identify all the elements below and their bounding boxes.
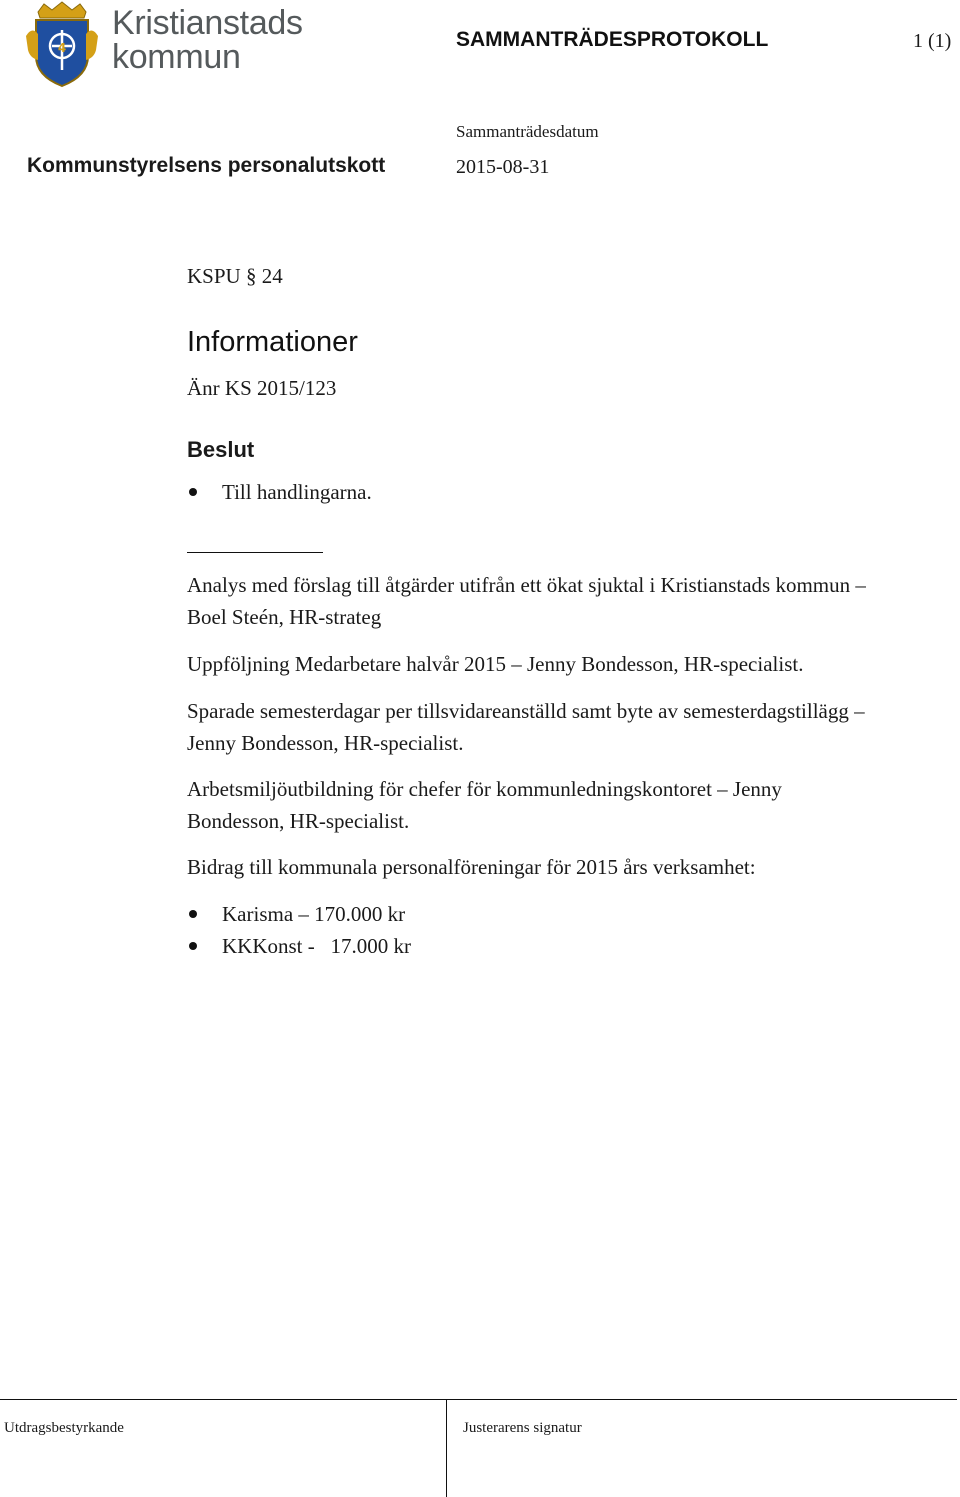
logo-wordmark-line1: Kristianstads [112, 4, 303, 42]
decision-heading: Beslut [187, 437, 255, 462]
info-paragraph: Uppföljning Medarbetare halvår 2015 – Jenny Bondesson, HR-specialist. [187, 652, 804, 676]
grant-list [187, 898, 411, 962]
certification-label: Utdragsbestyrkande [4, 1420, 124, 1436]
svg-text:4: 4 [57, 41, 67, 55]
separator-line [187, 552, 323, 553]
info-paragraph: Arbetsmiljöutbildning för chefer för kommunledningskontoret – Jenny Bondesson, HR-specialist. [187, 777, 782, 833]
page-title: Informationer [187, 326, 358, 358]
footer-line [0, 1399, 957, 1400]
document-type: SAMMANTRÄDESPROTOKOLL [456, 28, 769, 51]
meeting-date: 2015-08-31 [456, 156, 550, 178]
adjuster-signature-label: Justerarens signatur [463, 1420, 582, 1436]
info-paragraph: Sparade semesterdagar per tillsvidareanställd samt byte av semesterdagstillägg – Jenny Bondesson, HR-specialist. [187, 699, 865, 755]
case-number: Änr KS 2015/123 [187, 376, 337, 400]
info-paragraph: Analys med förslag till åtgärder utifrån ett ökat sjuktal i Kristianstads kommun – Boel Steén, HR-strateg [187, 573, 866, 629]
meeting-date-label: Sammanträdesdatum [456, 122, 599, 141]
committee-name: Kommunstyrelsens personalutskott [27, 154, 386, 177]
list-item: KKKonst - 17.000 kr [187, 930, 411, 962]
municipality-logo [22, 0, 312, 92]
list-item: Karisma – 170.000 kr [187, 898, 411, 930]
logo-wordmark-line2: kommun [112, 38, 241, 76]
decision-list [187, 476, 372, 508]
footer-divider [446, 1399, 447, 1497]
page-number: 1 (1) [913, 30, 952, 52]
coat-of-arms-icon [22, 0, 102, 90]
paragraph-id: KSPU § 24 [187, 264, 283, 288]
info-paragraph: Bidrag till kommunala personalföreningar för 2015 års verksamhet: [187, 855, 756, 879]
list-item: Till handlingarna. [187, 476, 372, 508]
